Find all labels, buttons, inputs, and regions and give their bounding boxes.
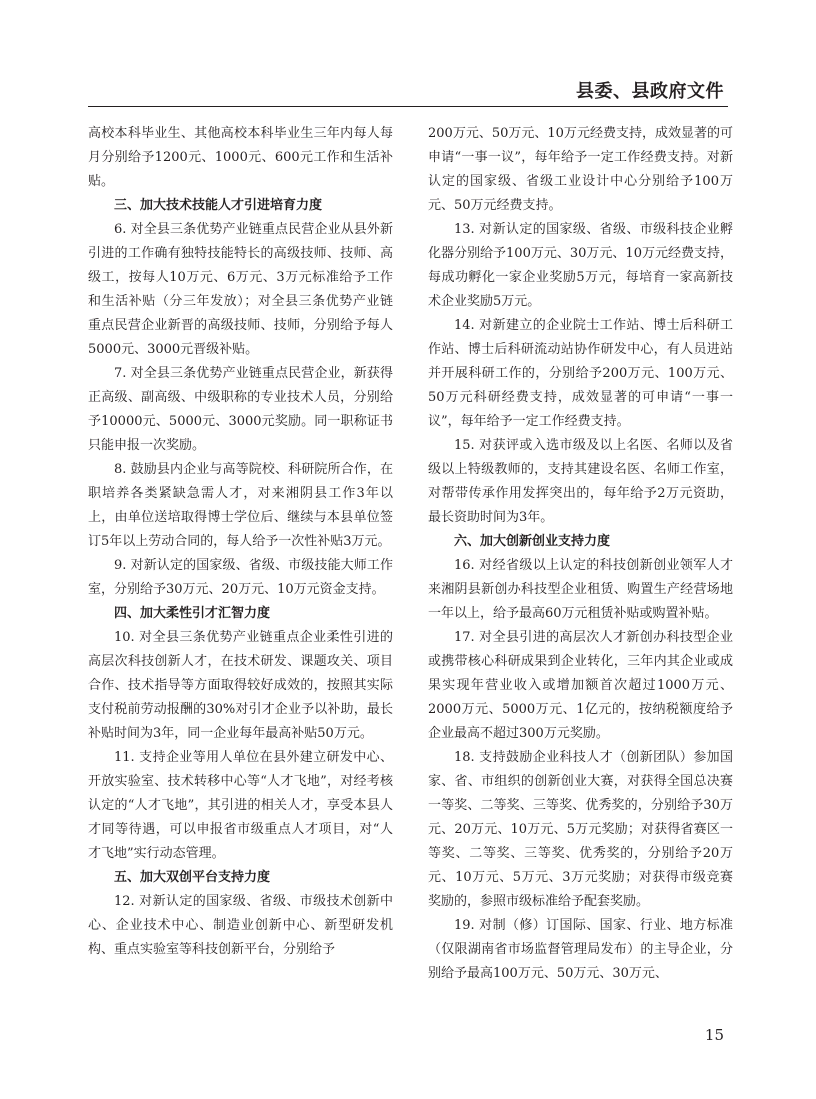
section-heading-3: 三、加大技术技能人才引进培育力度 [114,198,323,213]
paragraph-5-continued: 高校本科毕业生、其他高校本科毕业生三年内每人每月分别给予1200元、1000元、600元工作和生活补贴。 [88,126,393,189]
paragraph-16: 16. 对经省级以上认定的科技创新创业领军人才来湘阴县新创办科技型企业租赁、购置生产经营场地一年以上，给予最高60万元租赁补贴或购置补贴。 [428,558,733,621]
paragraph-13: 13. 对新认定的国家级、省级、市级科技企业孵化器分别给予100万元、30万元、10万元经费支持，每成功孵化一家企业奖励5万元，每培育一家高新技术企业奖励5万元。 [428,222,733,309]
paragraph-12: 12. 对新认定的国家级、省级、市级技术创新中心、企业技术中心、制造业创新中心、新型研发机构、重点实验室等科技创新平台，分别给予 [88,894,393,957]
paragraph-10: 10. 对全县三条优势产业链重点企业柔性引进的高层次科技创新人才，在技术研发、课题攻关、项目合作、技术指导等方面取得较好成效的，按照其实际支付税前劳动报酬的30%对引才企业予以补助，最长补贴时间为3年，同一企业每年最高补贴50万元。 [88,630,393,741]
paragraph-11: 11. 支持企业等用人单位在县外建立研发中心、开放实验室、技术转移中心等“人才飞地”，对经考核认定的“人才飞地”，其引进的相关人才，享受本县人才同等待遇，可以申报省市级重点人才项目，对“人才飞地”实行动态管理。 [88,750,393,861]
paragraph-14: 14. 对新建立的企业院士工作站、博士后科研工作站、博士后科研流动站协作研发中心，有人员进站并开展科研工作的，分别给予200万元、100万元、50万元科研经费支持，成效显著的可申请“一事一议”，每年给予一定工作经费支持。 [428,318,733,429]
paragraph-12-continued: 200万元、50万元、10万元经费支持，成效显著的可申请“一事一议”，每年给予一定工作经费支持。对新认定的国家级、省级工业设计中心分别给予100万元、50万元经费支持。 [428,126,733,213]
paragraph-9: 9. 对新认定的国家级、省级、市级技能大师工作室，分别给予30万元、20万元、10万元资金支持。 [88,558,393,597]
section-heading-4: 四、加大柔性引才汇智力度 [114,606,271,621]
paragraph-18: 18. 支持鼓励企业科技人才（创新团队）参加国家、省、市组织的创新创业大赛，对获得全国总决赛一等奖、二等奖、三等奖、优秀奖的，分别给予30万元、20万元、10万元、5万元奖励；对获得省赛区一等奖、二等奖、三等奖、优秀奖的，分别给予20万元、10万元、5万元、3万元奖励；对获得市级竞赛奖励的，参照市级标准给予配套奖励。 [428,750,733,909]
section-heading-5: 五、加大双创平台支持力度 [114,870,271,885]
right-column [428,122,733,986]
paragraph-7: 7. 对全县三条优势产业链重点民营企业，新获得正高级、副高级、中级职称的专业技术人员，分别给予10000元、5000元、3000元奖励。同一职称证书只能申报一次奖励。 [88,366,393,453]
page-number: 15 [704,1026,724,1044]
paragraph-8: 8. 鼓励县内企业与高等院校、科研院所合作，在职培养各类紧缺急需人才，对来湘阴县工作3年以上，由单位送培取得博士学位后、继续与本县单位签订5年以上劳动合同的，每人给予一次性补贴3万元。 [88,462,393,549]
paragraph-19: 19. 对制（修）订国际、国家、行业、地方标准（仅限湖南省市场监督管理局发布）的主导企业，分别给予最高100万元、50万元、30万元、 [428,918,733,981]
paragraph-6: 6. 对全县三条优势产业链重点民营企业从县外新引进的工作确有独特技能特长的高级技师、技师、高级工，按每人10万元、6万元、3万元标准给予工作和生活补贴（分三年发放）；对全县三条优势产业链重点民营企业新晋的高级技师、技师，分别给予每人5000元、3000元晋级补贴。 [88,222,393,357]
running-header-title: 县委、县政府文件 [576,81,724,102]
paragraph-15: 15. 对获评或入选市级及以上名医、名师以及省级以上特级教师的，支持其建设名医、名师工作室，对帮带传承作用发挥突出的，每年给予2万元资助，最长资助时间为3年。 [428,438,733,525]
header-divider [88,106,728,107]
paragraph-17: 17. 对全县引进的高层次人才新创办科技型企业或携带核心科研成果到企业转化，三年内其企业或成果实现年营业收入或增加额首次超过1000万元、2000万元、5000万元、1亿元的，按纳税额度给予企业最高不超过300万元奖励。 [428,630,733,741]
section-heading-6: 六、加大创新创业支持力度 [454,534,611,549]
left-column [88,122,393,962]
